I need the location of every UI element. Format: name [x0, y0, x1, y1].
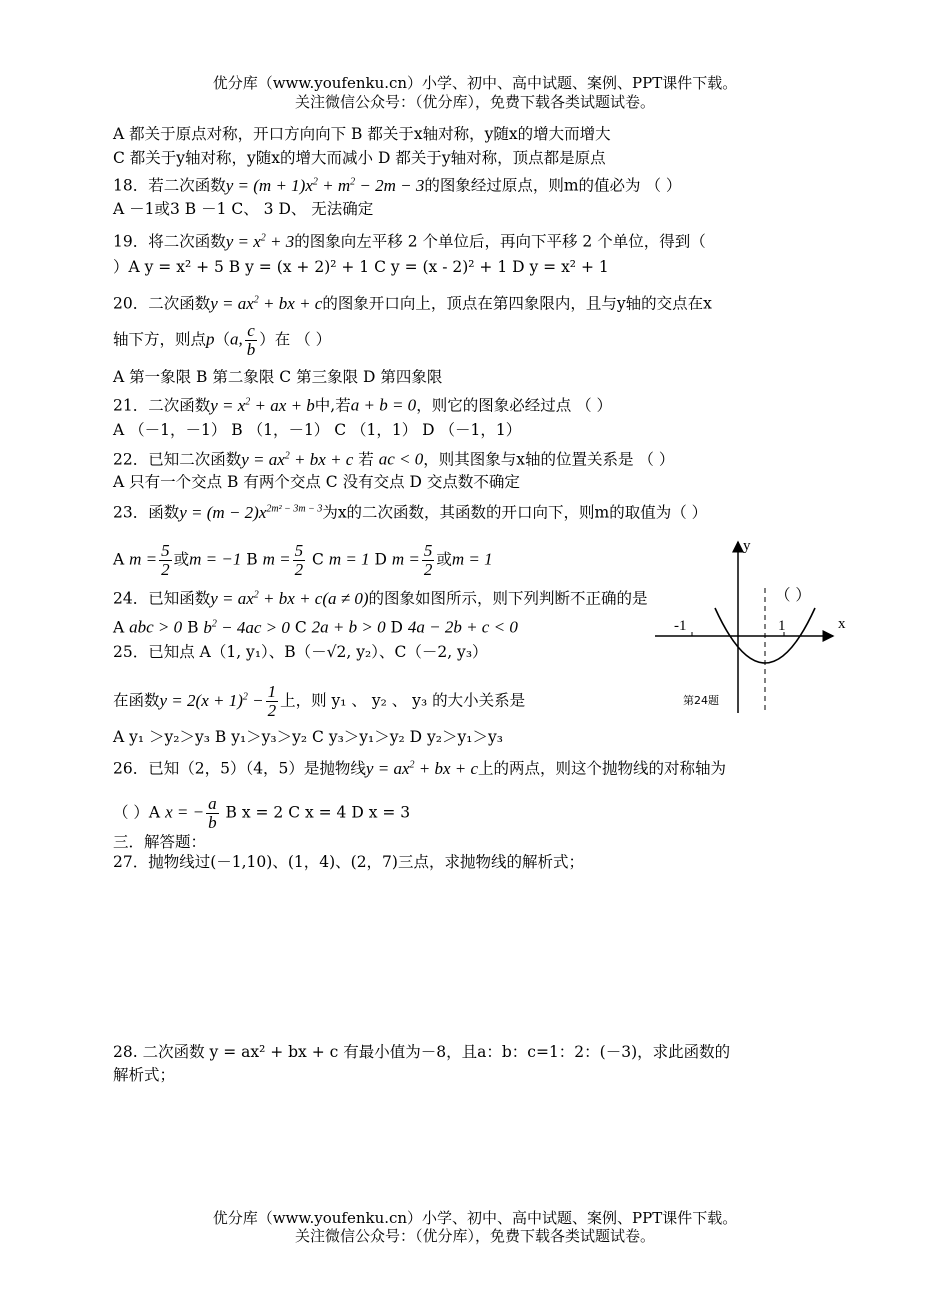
q17-options-ab: A 都关于原点对称，开口方向向下 B 都关于x轴对称，y随x的增大而增大 — [113, 125, 611, 143]
x-axis-label: x — [838, 616, 846, 632]
question-19-options: ）A y = x² + 5 B y = (x + 2)² + 1 C y = (x - 2)² + 1 D y = x² + 1 — [113, 258, 609, 276]
question-19: 19．将二次函数$y = x^2 + 3$的图象向左平移 2 个单位后，再向下平移 2 个单位，得到（ — [113, 231, 706, 251]
question-23-options: A m = $\frac{5}{2}$ 或m = −1 B m = $\frac{5}{2}$ C m = 1 D m = $\frac{5}{2}$ 或m = 1 — [113, 541, 493, 579]
parabola-graph — [645, 530, 850, 715]
question-28-cont: 解析式； — [113, 1066, 176, 1084]
question-20: 20．二次函数$y = ax^2$ + bx + c的图象开口向上，顶点在第四象限内，且与y轴的交点在x — [113, 293, 712, 313]
question-27: 27．抛物线过(－1,10)、(1，4)、(2，7)三点，求抛物线的解析式； — [113, 853, 584, 871]
question-25-function: 在函数$y = 2(x + 1)^2$ − $\frac{1}{2}$ 上，则 y₁ 、 y₂ 、 y₃ 的大小关系是 — [113, 682, 526, 720]
footer-line-2: 关注微信公众号：（优分库），免费下载各类试题试卷。 — [294, 1227, 655, 1245]
header-line-2: 关注微信公众号：（优分库），免费下载各类试题试卷。 — [294, 93, 655, 111]
question-18-options: A －1或3 B －1 C、 3 D、 无法确定 — [113, 200, 374, 218]
question-24-bracket: （ ） — [775, 586, 811, 604]
question-22: 22．已知二次函数$y = ax^2$ + bx + c 若 ac < 0，则其图象与x轴的位置关系是 （ ） — [113, 449, 675, 469]
tick-neg-one-label: -1 — [674, 618, 687, 634]
graph-caption: 第24题 — [683, 694, 719, 707]
question-24: 24．已知函数$y = ax^2$ + bx + c(a ≠ 0)的图象如图所示，则下列判断不正确的是 — [113, 588, 648, 608]
question-25: 25．已知点 A（1, y₁）、B（－√2, y₂）、C（－2, y₃） — [113, 643, 488, 661]
question-26: 26．已知（2，5）（4，5）是抛物线$y = ax^2$ + bx + c上的两点，则这个抛物线的对称轴为 — [113, 758, 727, 778]
question-18: 18．若二次函数$y = (m + 1)x^2 + m^2 - 2m - 3$的图象经过原点，则m的值必为 （ ） — [113, 175, 682, 195]
question-24-options: A abc > 0 B $b^2 - 4ac > 0$ C 2a + b > 0 D 4a − 2b + c < 0 — [113, 617, 518, 637]
footer-line-1: 优分库（www.youfenku.cn）小学、初中、高中试题、案例、PPT课件下载。 — [212, 1209, 738, 1227]
header-line-1: 优分库（www.youfenku.cn）小学、初中、高中试题、案例、PPT课件下载。 — [212, 74, 738, 92]
question-20-options: A 第一象限 B 第二象限 C 第三象限 D 第四象限 — [113, 368, 443, 386]
tick-pos-one-label: 1 — [778, 618, 786, 634]
question-23: 23．函数$y = (m - 2)x^{2m^2 - 3m - 3}$为x的二次函数，其函数的开口向下，则m的取值为（ ） — [113, 502, 708, 522]
question-21: 21．二次函数$y = x^2$ + ax + b中,若a + b = 0，则它的图象必经过点 （ ） — [113, 395, 613, 415]
question-25-options: A y₁ ＞y₂＞y₃ B y₁＞y₃＞y₂ C y₃＞y₁＞y₂ D y₂＞y₁＞y₃ — [113, 728, 503, 746]
question-26-options: （ ）A x = − $\frac{a}{b}$ B x = 2 C x = 4 D x = 3 — [113, 794, 411, 832]
y-axis-label: y — [743, 538, 751, 554]
question-21-options: A （－1，－1） B （1，－1） C （1，1） D （－1，1） — [113, 421, 522, 439]
question-22-options: A 只有一个交点 B 有两个交点 C 没有交点 D 交点数不确定 — [113, 473, 520, 491]
question-20-point: 轴下方，则点p（a, $\frac{c}{b}$ ）在 （ ） — [113, 321, 332, 359]
section-3-title: 三．解答题： — [113, 833, 207, 851]
q17-options-cd: C 都关于y轴对称，y随x的增大而减小 D 都关于y轴对称，顶点都是原点 — [113, 149, 606, 167]
question-28: 28. 二次函数 y = ax² + bx + c 有最小值为－8，且a：b：c=1：2：(－3)，求此函数的 — [113, 1043, 731, 1061]
